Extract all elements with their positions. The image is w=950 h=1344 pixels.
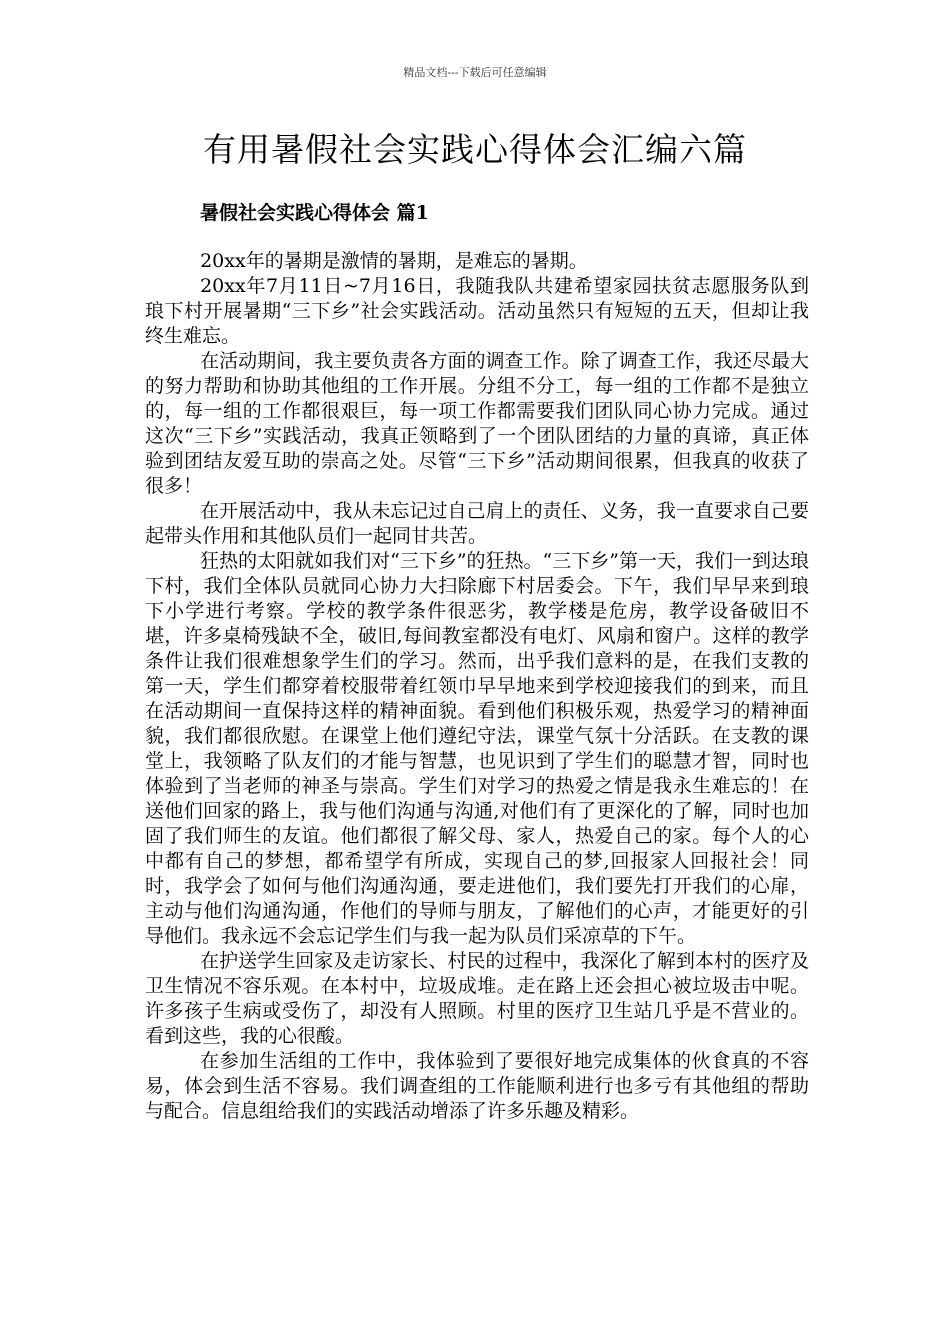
- paragraph: 在活动期间，我主要负责各方面的调查工作。除了调查工作，我还尽最大的努力帮助和协助其他组的工作开展。分组不分工，每一组的工作都不是独立的，每一组的工作都很艰巨，每一项工作都需要我们团队同心协力完成。通过这次“三下乡”实践活动，我真正领略到了一个团队团结的力量的真谛，真正体验到团结友爱互助的崇高之处。尽管“三下乡”活动期间很累，但我真的收获了很多！: [145, 350, 809, 497]
- document-body: [145, 249, 809, 1124]
- paragraph: 狂热的太阳就如我们对“三下乡”的狂热。“三下乡”第一天，我们一到达琅下村，我们全体队员就同心协力大扫除廊下村居委会。下午，我们早早来到琅下小学进行考察。学校的教学条件很恶劣，教学楼是危房，教学设备破旧不堪，许多桌椅残缺不全，破旧,每间教室都没有电灯、风扇和窗户。这样的教学条件让我们很难想象学生们的学习。然而，出乎我们意料的是，在我们支教的第一天，学生们都穿着校服带着红领巾早早地来到学校迎接我们的到来，而且在活动期间一直保持这样的精神面貌。看到他们积极乐观，热爱学习的精神面貌，我们都很欣慰。在课堂上他们遵纪守法，课堂气氛十分活跃。在支教的课堂上，我领略了队友们的才能与智慧，也见识到了学生们的聪慧才智，同时也体验到了当老师的神圣与崇高。学生们对学习的热爱之情是我永生难忘的！在送他们回家的路上，我与他们沟通与沟通,对他们有了更深化的了解，同时也加固了我们师生的友谊。他们都很了解父母、家人，热爱自己的家。每个人的心中都有自己的梦想，都希望学有所成，实现自己的梦,回报家人回报社会！同时，我学会了如何与他们沟通沟通，要走进他们，我们要先打开我们的心扉，主动与他们沟通沟通，作他们的导师与朋友，了解他们的心声，才能更好的引导他们。我永远不会忘记学生们与我一起为队员们采凉草的下午。: [145, 550, 809, 947]
- paragraph: 20xx年的暑期是激情的暑期，是难忘的暑期。: [200, 250, 588, 272]
- paragraph: 在开展活动中，我从未忘记过自己肩上的责任、义务，我一直要求自己要起带头作用和其他队员们一起同甘共苦。: [145, 500, 809, 547]
- header-note: 精品文档---下载后可任意编辑: [403, 66, 547, 79]
- document-title: 有用暑假社会实践心得体会汇编六篇: [203, 130, 747, 169]
- paragraph: 在护送学生回家及走访家长、村民的过程中，我深化了解到本村的医疗及卫生情况不容乐观。在本村中，垃圾成堆。走在路上还会担心被垃圾击中呢。许多孩子生病或受伤了，却没有人照顾。村里的医疗卫生站几乎是不营业的。看到这些，我的心很酸。: [145, 950, 809, 1047]
- paragraph: 在参加生活组的工作中，我体验到了要很好地完成集体的伙食真的不容易，体会到生活不容易。我们调查组的工作能顺利进行也多亏有其他组的帮助与配合。信息组给我们的实践活动增添了许多乐趣及精彩。: [145, 1050, 809, 1122]
- paragraph: 20xx年7月11日~7月16日，我随我队共建希望家园扶贫志愿服务队到琅下村开展暑期“三下乡”社会实践活动。活动虽然只有短短的五天，但却让我终生难忘。: [145, 275, 809, 347]
- section-heading: 暑假社会实践心得体会 篇1: [200, 202, 429, 224]
